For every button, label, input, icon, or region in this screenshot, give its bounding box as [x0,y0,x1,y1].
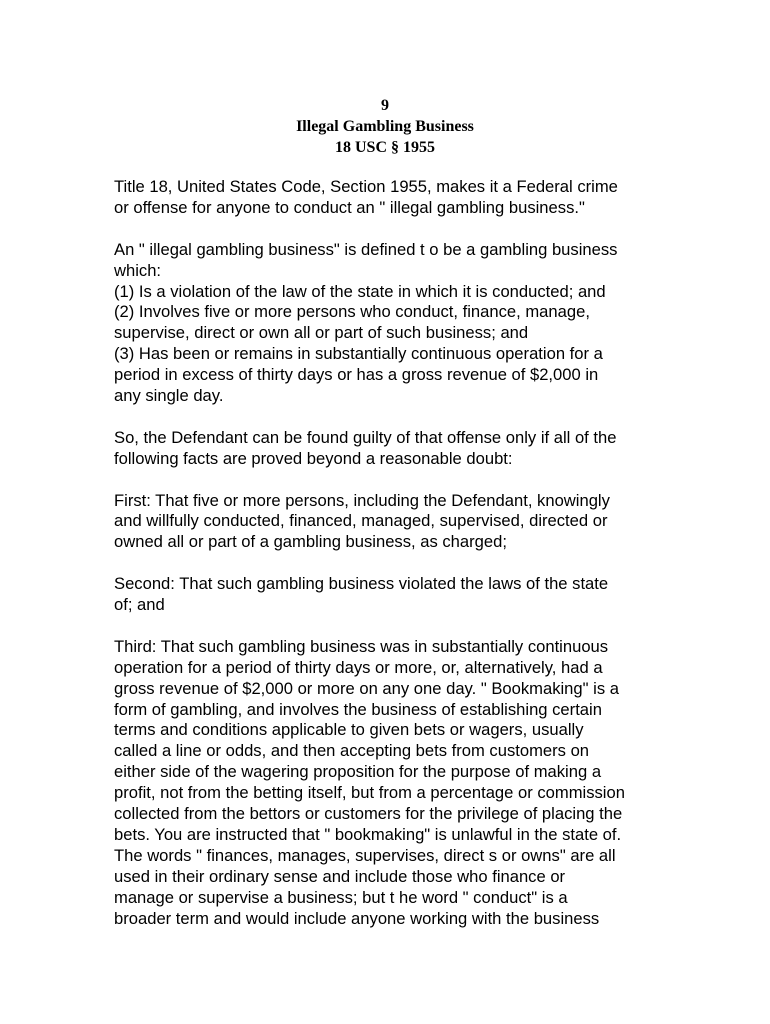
text-line: operation for a period of thirty days or more, or, alternatively, had a [114,657,603,677]
text-line: any single day. [114,386,224,406]
instruction-number: 9 [381,97,389,114]
text-line: (1) Is a violation of the law of the state in which it is conducted; and [114,281,606,301]
paragraph-third-element [114,637,674,930]
text-line: terms and conditions applicable to given bets or wagers, usually [114,720,584,740]
text-line: used in their ordinary sense and include those who finance or [114,866,566,886]
text-line: (2) Involves five or more persons who conduct, finance, manage, [114,302,590,322]
text-line: An " illegal gambling business" is defined t o be a gambling business [114,239,618,259]
paragraph-intro [114,177,674,219]
instruction-body [114,177,674,950]
text-line: gross revenue of $2,000 or more on any one day. " Bookmaking" is a [114,678,619,698]
text-line: Second: That such gambling business violated the laws of the state [114,574,609,594]
text-line: Third: That such gambling business was in substantially continuous [114,636,609,656]
paragraph-first-element [114,491,674,554]
text-line: and willfully conducted, financed, managed, supervised, directed or [114,511,608,531]
text-line: of; and [114,595,165,615]
text-line: Title 18, United States Code, Section 1955, makes it a Federal crime [114,177,618,196]
text-line: (3) Has been or remains in substantially continuous operation for a [114,344,603,364]
text-line: or offense for anyone to conduct an " illegal gambling business." [114,197,585,217]
text-line: either side of the wagering proposition for the purpose of making a [114,762,602,782]
text-line: broader term and would include anyone working with the business [114,908,600,928]
statute-citation: 18 USC § 1955 [334,139,435,156]
text-line: bets. You are instructed that " bookmaking" is unlawful in the state of. [114,825,622,845]
text-line: collected from the bettors or customers for the privilege of placing the [114,804,623,824]
text-line: profit, not from the betting itself, but from a percentage or commission [114,783,625,803]
text-line: form of gambling, and involves the business of establishing certain [114,699,602,719]
paragraph-elements-intro [114,428,674,470]
text-line: called a line or odds, and then accepting bets from customers on [114,741,590,761]
paragraph-second-element [114,574,674,616]
text-line: owned all or part of a gambling business, as charged; [114,532,507,552]
text-line: following facts are proved beyond a reasonable doubt: [114,448,513,468]
text-line: manage or supervise a business; but t he word " conduct" is a [114,887,568,907]
text-line: supervise, direct or own all or part of such business; and [114,323,529,343]
text-line: The words " finances, manages, supervises, direct s or owns" are all [114,845,616,865]
text-line: First: That five or more persons, including the Defendant, knowingly [114,490,610,510]
text-line: So, the Defendant can be found guilty of that offense only if all of the [114,427,617,447]
instruction-title: Illegal Gambling Business [296,118,474,135]
text-line: which: [114,260,162,280]
text-line: period in excess of thirty days or has a gross revenue of $2,000 in [114,365,599,385]
paragraph-definition [114,240,674,407]
